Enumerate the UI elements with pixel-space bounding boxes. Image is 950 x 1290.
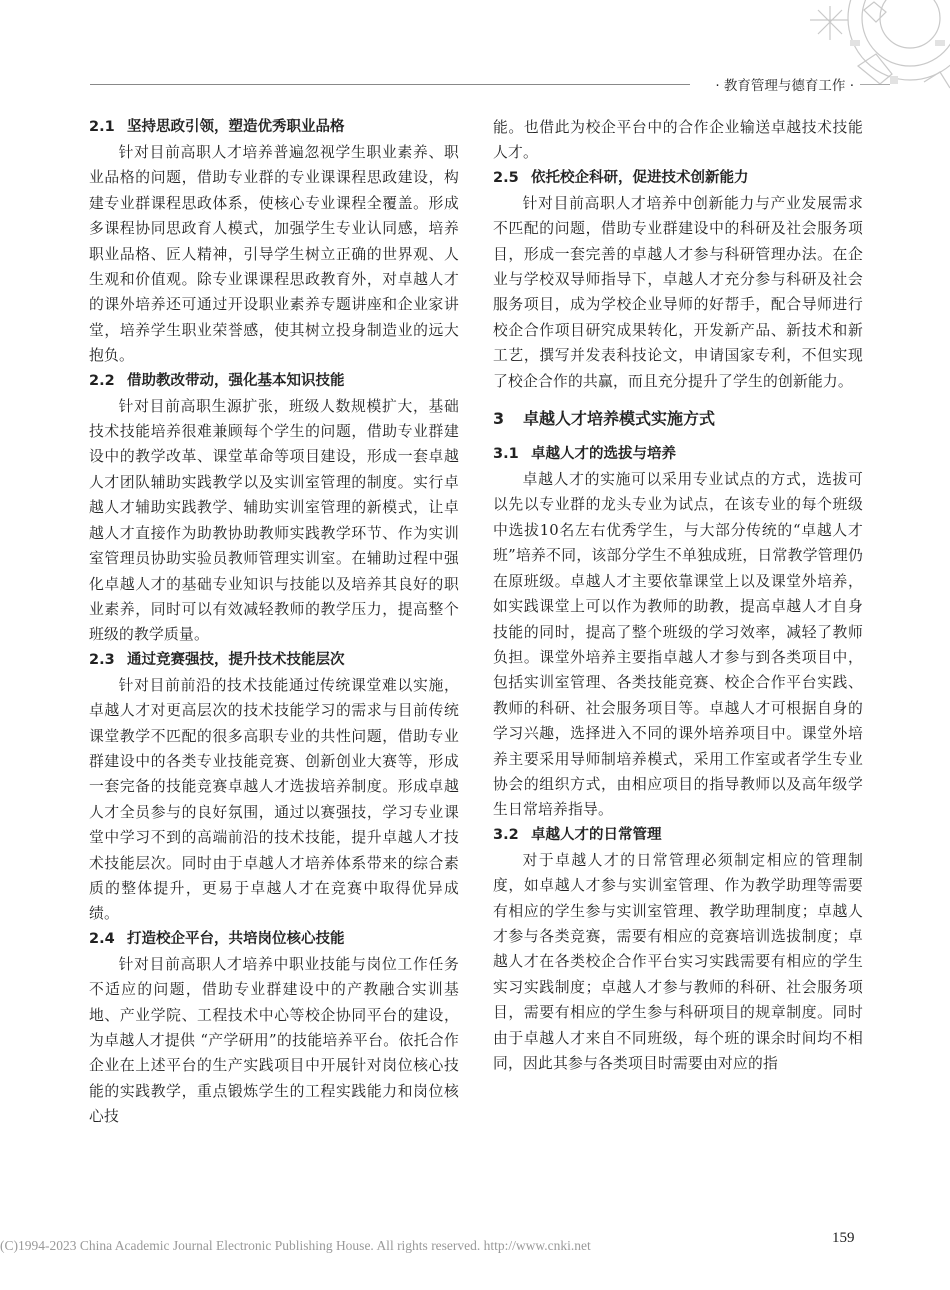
heading-number: 2.3 bbox=[89, 651, 115, 668]
subsection-heading bbox=[89, 927, 459, 952]
subsection-heading bbox=[89, 115, 459, 140]
body-paragraph: 对于卓越人才的日常管理必须制定相应的管理制度，如卓越人才参与实训室管理、作为教学助理等需要有相应的学生参与实训室管理、教学助理制度；卓越人才参与各类竞赛，需要有相应的竞赛培训选拔制度；卓越人才在各类校企合作平台实习实践需要有相应的学生实习实践制度；卓越人才参与教师的科研、社会服务项目，需要有相应的学生参与科研项目的规章制度。同时由于卓越人才来自不同班级，每个班的课余时间均不相同，因此其参与各类项目时需要由对应的指 bbox=[493, 851, 863, 1072]
right-column bbox=[493, 115, 863, 1076]
heading-title: 卓越人才的日常管理 bbox=[531, 826, 662, 843]
subsection-heading bbox=[493, 166, 863, 191]
heading-title: 卓越人才的选拔与培养 bbox=[531, 446, 676, 463]
heading-title: 依托校企科研，促进技术创新能力 bbox=[531, 169, 749, 186]
subsection-heading bbox=[89, 648, 459, 673]
page-number: 159 bbox=[832, 1230, 855, 1246]
heading-title: 卓越人才培养模式实施方式 bbox=[523, 409, 716, 429]
heading-number: 2.4 bbox=[89, 930, 115, 947]
body-paragraph: 针对目前前沿的技术技能通过传统课堂难以实施，卓越人才对更高层次的技术技能学习的需求与目前传统课堂教学不匹配的很多高职专业的共性问题，借助专业群建设中的各类专业技能竞赛、创新创业大赛等，形成一套完备的技能竞赛卓越人才选拔培养制度。形成卓越人才全员参与的良好氛围，通过以赛强技，学习专业课堂中学习不到的高端前沿的技术技能，提升卓越人才技术技能层次。同时由于卓越人才培养体系带来的综合素质的整体提升，更易于卓越人才在竞赛中取得优异成绩。 bbox=[89, 676, 459, 923]
section-heading bbox=[493, 406, 863, 432]
left-column bbox=[89, 115, 459, 1130]
heading-number: 2.5 bbox=[493, 169, 519, 186]
body-paragraph: 针对目前高职人才培养中职业技能与岗位工作任务不适应的问题，借助专业群建设中的产教融合实训基地、产业学院、工程技术中心等校企协同平台的建设，为卓越人才提供 “产学研用”的技能培养平台。依托合作企业在上述平台的生产实践项目中开展针对岗位核心技能的实践教学，重点锻炼学生的工程实践能力和岗位核心技 bbox=[89, 955, 459, 1126]
body-paragraph: 卓越人才的实施可以采用专业试点的方式，选拔可以先以专业群的龙头专业为试点，在该专业的每个班级中选拔10名左右优秀学生，与大部分传统的“卓越人才班”培养不同，该部分学生不单独成班，日常教学管理仍在原班级。卓越人才主要依靠课堂上以及课堂外培养，如实践课堂上可以作为教师的助教，提高卓越人才自身技能的同时，提高了整个班级的学习效率，减轻了教师负担。课堂外培养主要指卓越人才参与到各类项目中，包括实训室管理、各类技能竞赛、校企合作平台实践、教师的科研、社会服务项目等。卓越人才可根据自身的学习兴趣，选择进入不同的课外培养项目中。课堂外培养主要采用导师制培养模式，采用工作室或者学生专业协会的组织方式，由相应项目的指导教师以及高年级学生日常培养指导。 bbox=[493, 471, 863, 819]
heading-title: 通过竞赛强技，提升技术技能层次 bbox=[127, 651, 345, 668]
header-rule bbox=[90, 84, 690, 85]
body-paragraph: 针对目前高职人才培养中创新能力与产业发展需求不匹配的问题，借助专业群建设中的科研及社会服务项目，形成一套完善的卓越人才参与科研管理办法。在企业与学校双导师指导下，卓越人才充分参与科研及社会服务项目，成为学校企业导师的好帮手，配合导师进行校企合作项目研究成果转化，开发新产品、新技术和新工艺，撰写并发表科技论文，申请国家专利，不但实现了校企合作的共赢，而且充分提升了学生的创新能力。 bbox=[493, 194, 863, 390]
copyright-footer: (C)1994-2023 China Academic Journal Electronic Publishing House. All rights reserved. http://www.cnki.net bbox=[0, 1238, 591, 1253]
heading-number: 3.1 bbox=[493, 446, 519, 463]
header-rule-tail bbox=[860, 84, 890, 85]
section-header: · 教育管理与德育工作 · bbox=[711, 74, 858, 94]
paragraph-continued: 能。也借此为校企平台中的合作企业输送卓越技术技能人才。 bbox=[493, 119, 863, 162]
body-paragraph: 针对目前高职生源扩张，班级人数规模扩大，基础技术技能培养很难兼顾每个学生的问题，借助专业群建设中的教学改革、课堂革命等项目建设，形成一套卓越人才团队辅助实践教学以及实训室管理的制度。实行卓越人才辅助实践教学、辅助实训室管理的新模式，让卓越人才直接作为助教协助教师实践教学环节、作为实训室管理员协助实验员教师管理实训室。在辅助过程中强化卓越人才的基础专业知识与技能以及培养其良好的职业素养，同时可以有效减轻教师的教学压力，提高整个班级的教学质量。 bbox=[89, 397, 459, 644]
heading-title: 打造校企平台，共培岗位核心技能 bbox=[127, 930, 345, 947]
body-paragraph: 针对目前高职人才培养普遍忽视学生职业素养、职业品格的问题，借助专业群的专业课课程思政建设，构建专业群课程思政体系，使核心专业课程全覆盖。形成多课程协同思政育人模式，加强学生专业认同感，培养职业品格、匠人精神，引导学生树立正确的世界观、人生观和价值观。除专业课课程思政教育外，对卓越人才的课外培养还可通过开设职业素养专题讲座和企业家讲堂，培养学生职业荣誉感，使其树立投身制造业的远大抱负。 bbox=[89, 144, 459, 365]
heading-title: 借助教改带动，强化基本知识技能 bbox=[127, 372, 345, 389]
subsection-heading bbox=[493, 442, 863, 467]
heading-number: 3.2 bbox=[493, 826, 519, 843]
heading-number: 2.2 bbox=[89, 372, 115, 389]
heading-number: 2.1 bbox=[89, 119, 115, 135]
heading-number: 3 bbox=[493, 409, 505, 429]
subsection-heading bbox=[493, 823, 863, 848]
subsection-heading bbox=[89, 369, 459, 394]
heading-title: 坚持思政引领，塑造优秀职业品格 bbox=[127, 119, 345, 135]
